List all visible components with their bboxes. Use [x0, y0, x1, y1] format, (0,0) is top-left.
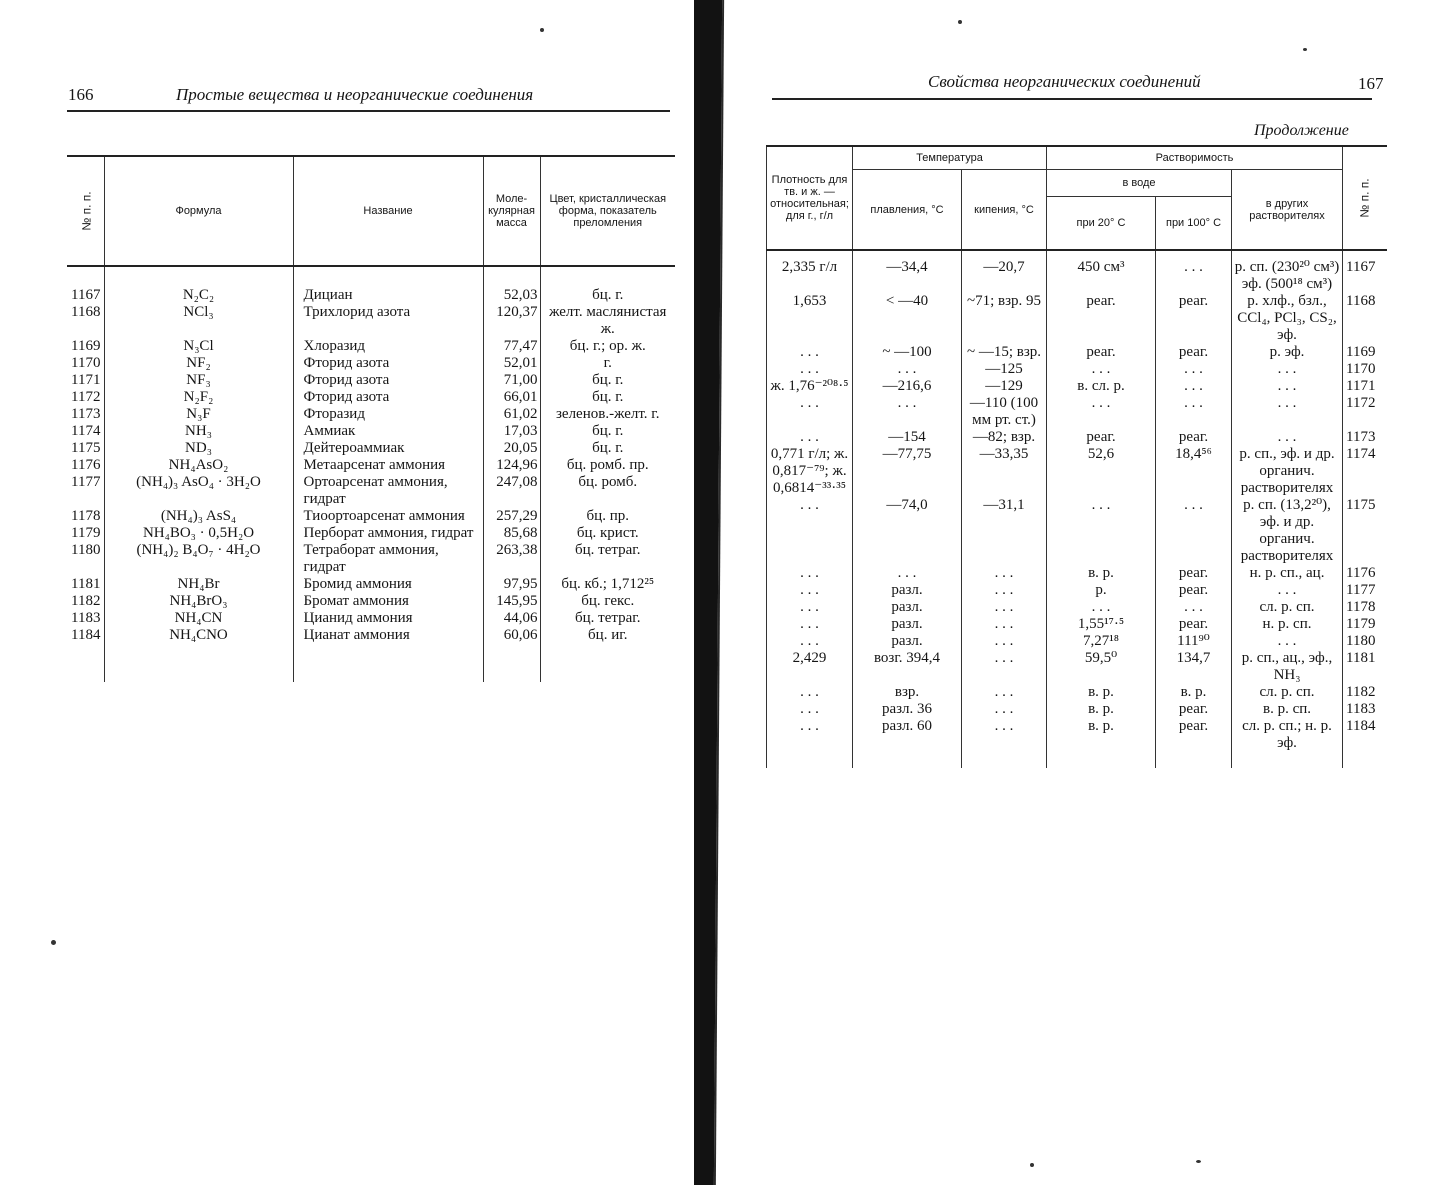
left-cell-name: Цианид аммония [293, 610, 483, 627]
right-cell-melting: разл. [853, 616, 962, 633]
right-cell-boiling: . . . [962, 616, 1047, 633]
left-cell-num: 1176 [71, 457, 101, 473]
left-cell-num: 1169 [71, 338, 101, 354]
right-cell-num: 1183 [1343, 701, 1387, 718]
table-row [767, 497, 1387, 565]
left-table-header-row [67, 156, 675, 266]
left-cell-mass: 257,29 [483, 508, 540, 525]
left-cell-name: Цианат аммония [293, 627, 483, 682]
left-cell-color: бц. крист. [540, 525, 675, 542]
right-cell-boiling: —20,7 [962, 250, 1047, 293]
scan-speck [1030, 1163, 1034, 1167]
right-header-melting: плавления, °С [853, 170, 962, 251]
continuation-label: Продолжение [1254, 122, 1349, 139]
left-cell-num: 1184 [71, 627, 101, 643]
right-cell-at100: в. р. [1156, 684, 1232, 701]
right-cell-melting: разл. 36 [853, 701, 962, 718]
right-cell-other: р. сп., ац., эф., NH₃ [1232, 650, 1343, 684]
right-cell-other: н. р. сп. [1232, 616, 1343, 633]
right-cell-num: 1171 [1343, 378, 1387, 395]
right-cell-density: 0,771 г/л; ж. 0,817⁻⁷⁹; ж. 0,6814⁻³³·³⁵ [767, 446, 853, 497]
left-header-rule [67, 110, 670, 112]
table-row [767, 582, 1387, 599]
right-header-in-water: в воде [1047, 170, 1232, 197]
right-cell-melting: взр. [853, 684, 962, 701]
right-cell-density: 2,335 г/л [767, 250, 853, 293]
table-row [67, 474, 675, 508]
table-row [67, 576, 675, 593]
right-cell-at20: р. [1047, 582, 1156, 599]
table-row [767, 344, 1387, 361]
right-cell-other: . . . [1232, 582, 1343, 599]
left-cell-formula: N₃Cl [104, 338, 293, 355]
left-cell-color: бц. пр. [540, 508, 675, 525]
right-cell-num: 1174 [1343, 446, 1387, 497]
left-cell-num: 1170 [71, 355, 101, 371]
right-cell-melting: —77,75 [853, 446, 962, 497]
left-cell-formula: NH₄CNO [104, 627, 293, 682]
right-cell-num: 1175 [1343, 497, 1387, 565]
right-cell-at100: реаг. [1156, 582, 1232, 599]
right-cell-melting: . . . [853, 565, 962, 582]
table-row [67, 266, 675, 304]
right-cell-boiling: ~71; взр. 95 [962, 293, 1047, 344]
table-row [67, 457, 675, 474]
left-cell-num: 1177 [71, 474, 101, 490]
right-cell-boiling: . . . [962, 718, 1047, 768]
left-cell-num: 1182 [71, 593, 101, 609]
scan-speck [1303, 48, 1307, 51]
left-cell-name: Дейтероаммиак [293, 440, 483, 457]
right-cell-at100: 134,7 [1156, 650, 1232, 684]
left-cell-name: Тиоортоарсенат аммония [293, 508, 483, 525]
right-cell-density: . . . [767, 344, 853, 361]
right-cell-boiling: . . . [962, 684, 1047, 701]
right-cell-melting: —154 [853, 429, 962, 446]
left-cell-mass: 263,38 [483, 542, 540, 576]
right-cell-density: ж. 1,76⁻²⁰⁸·⁵ [767, 378, 853, 395]
right-cell-at20: 52,6 [1047, 446, 1156, 497]
left-page [0, 0, 700, 1185]
left-cell-mass: 85,68 [483, 525, 540, 542]
right-cell-num: 1176 [1343, 565, 1387, 582]
right-cell-density: . . . [767, 684, 853, 701]
left-cell-formula: (NH₄)₃ AsO₄ · 3H₂O [104, 474, 293, 508]
left-cell-name: Фторид азота [293, 372, 483, 389]
scan-speck [540, 28, 544, 32]
right-cell-num: 1180 [1343, 633, 1387, 650]
right-cell-density: 1,653 [767, 293, 853, 344]
left-cell-name: Перборат аммония, гидрат [293, 525, 483, 542]
left-cell-formula: NCl₃ [104, 304, 293, 338]
right-header-temperature: Температура [853, 146, 1047, 170]
right-cell-other: р. сп. (13,2²⁰), эф. и др. органич. растворителях [1232, 497, 1343, 565]
right-cell-at20: в. р. [1047, 565, 1156, 582]
right-cell-at100: реаг. [1156, 565, 1232, 582]
right-cell-other: р. сп. (230²⁰ см³) эф. (500¹⁸ см³) [1232, 250, 1343, 293]
left-header-num: № п. п. [67, 156, 104, 266]
right-cell-boiling: —129 [962, 378, 1047, 395]
left-cell-num: 1180 [71, 542, 101, 558]
table-row [767, 701, 1387, 718]
right-cell-melting: . . . [853, 395, 962, 429]
right-cell-num: 1179 [1343, 616, 1387, 633]
right-cell-melting: разл. [853, 599, 962, 616]
right-cell-density: . . . [767, 616, 853, 633]
left-cell-mass: 145,95 [483, 593, 540, 610]
left-cell-formula: (NH₄)₂ B₄O₇ · 4H₂O [104, 542, 293, 576]
left-cell-mass: 20,05 [483, 440, 540, 457]
left-cell-color: бц. г.; ор. ж. [540, 338, 675, 355]
left-cell-name: Тетраборат аммония, гидрат [293, 542, 483, 576]
left-cell-mass: 71,00 [483, 372, 540, 389]
left-cell-name: Аммиак [293, 423, 483, 440]
right-cell-num: 1177 [1343, 582, 1387, 599]
table-row [67, 423, 675, 440]
right-cell-num: 1173 [1343, 429, 1387, 446]
right-cell-at100: 111⁹⁰ [1156, 633, 1232, 650]
table-row [67, 610, 675, 627]
table-row [67, 338, 675, 355]
right-cell-num: 1178 [1343, 599, 1387, 616]
left-cell-name: Бромид аммония [293, 576, 483, 593]
left-cell-num: 1179 [71, 525, 101, 541]
right-cell-density: . . . [767, 718, 853, 768]
right-cell-num: 1172 [1343, 395, 1387, 429]
table-row [767, 395, 1387, 429]
right-cell-boiling: ~ —15; взр. [962, 344, 1047, 361]
scan-speck [51, 940, 56, 945]
right-cell-density: . . . [767, 701, 853, 718]
left-cell-formula: NF₂ [104, 355, 293, 372]
right-cell-at20: . . . [1047, 395, 1156, 429]
right-cell-density: 2,429 [767, 650, 853, 684]
right-cell-boiling: —110 (100 мм рт. ст.) [962, 395, 1047, 429]
right-cell-at100: . . . [1156, 361, 1232, 378]
right-cell-other: . . . [1232, 633, 1343, 650]
right-cell-melting: . . . [853, 361, 962, 378]
left-cell-color: бц. тетраг. [540, 542, 675, 576]
table-row [767, 633, 1387, 650]
right-cell-at100: 18,4⁵⁶ [1156, 446, 1232, 497]
left-cell-color: бц. тетраг. [540, 610, 675, 627]
right-page-number: 167 [1358, 74, 1384, 93]
left-cell-num: 1171 [71, 372, 101, 388]
left-cell-formula: ND₃ [104, 440, 293, 457]
table-row [767, 616, 1387, 633]
right-cell-other: . . . [1232, 429, 1343, 446]
left-cell-name: Ортоарсенат аммония, гидрат [293, 474, 483, 508]
right-cell-other: сл. р. сп. [1232, 599, 1343, 616]
left-cell-color: бц. г. [540, 423, 675, 440]
right-cell-other: . . . [1232, 361, 1343, 378]
left-header-formula: Формула [104, 156, 293, 266]
right-cell-num: 1169 [1343, 344, 1387, 361]
table-row [67, 372, 675, 389]
right-cell-num: 1182 [1343, 684, 1387, 701]
left-cell-name: Фторид азота [293, 389, 483, 406]
right-header-boiling: кипения, °С [962, 170, 1047, 251]
left-cell-formula: NH₄BO₃ · 0,5H₂O [104, 525, 293, 542]
right-cell-at20: . . . [1047, 497, 1156, 565]
right-cell-melting: возг. 394,4 [853, 650, 962, 684]
left-header-mass: Моле-кулярная масса [483, 156, 540, 266]
right-cell-at20: реаг. [1047, 293, 1156, 344]
left-cell-num: 1172 [71, 389, 101, 405]
table-row [767, 446, 1387, 497]
left-cell-mass: 77,47 [483, 338, 540, 355]
left-cell-num: 1174 [71, 423, 101, 439]
left-cell-color: г. [540, 355, 675, 372]
right-cell-boiling: —125 [962, 361, 1047, 378]
left-cell-mass: 52,03 [483, 266, 540, 304]
left-cell-mass: 97,95 [483, 576, 540, 593]
right-cell-at20: . . . [1047, 599, 1156, 616]
right-cell-at20: . . . [1047, 361, 1156, 378]
right-cell-boiling: . . . [962, 633, 1047, 650]
right-cell-melting: —74,0 [853, 497, 962, 565]
right-cell-density: . . . [767, 361, 853, 378]
right-cell-at20: 59,5⁰ [1047, 650, 1156, 684]
right-cell-at100: реаг. [1156, 344, 1232, 361]
left-cell-formula: NH₄AsO₂ [104, 457, 293, 474]
left-cell-mass: 61,02 [483, 406, 540, 423]
left-cell-color: желт. маслянистая ж. [540, 304, 675, 338]
right-cell-melting: < —40 [853, 293, 962, 344]
right-cell-other: н. р. сп., ац. [1232, 565, 1343, 582]
right-header-rule [772, 98, 1372, 100]
right-cell-at100: реаг. [1156, 718, 1232, 768]
right-header-at100: при 100° С [1156, 197, 1232, 251]
table-row [67, 355, 675, 372]
left-header-name: Название [293, 156, 483, 266]
right-cell-at20: 450 см³ [1047, 250, 1156, 293]
right-cell-density: . . . [767, 395, 853, 429]
right-cell-other: в. р. сп. [1232, 701, 1343, 718]
right-header-at20: при 20° С [1047, 197, 1156, 251]
left-cell-formula: NH₄BrO₃ [104, 593, 293, 610]
right-cell-boiling: —82; взр. [962, 429, 1047, 446]
table-row [767, 429, 1387, 446]
left-cell-name: Метаарсенат аммония [293, 457, 483, 474]
right-cell-at100: . . . [1156, 395, 1232, 429]
table-row [767, 718, 1387, 768]
table-row [767, 684, 1387, 701]
right-cell-density: . . . [767, 565, 853, 582]
table-row [67, 525, 675, 542]
left-cell-color: бц. ромб. [540, 474, 675, 508]
left-cell-mass: 66,01 [483, 389, 540, 406]
right-cell-num: 1184 [1343, 718, 1387, 768]
left-cell-formula: NH₃ [104, 423, 293, 440]
left-cell-name: Бромат аммония [293, 593, 483, 610]
left-cell-formula: N₂C₂ [104, 266, 293, 304]
right-cell-boiling: . . . [962, 565, 1047, 582]
table-row [67, 406, 675, 423]
right-cell-at20: в. р. [1047, 701, 1156, 718]
left-cell-formula: NH₄Br [104, 576, 293, 593]
left-data-table [67, 155, 675, 682]
left-cell-formula: N₃F [104, 406, 293, 423]
left-cell-color: бц. гекс. [540, 593, 675, 610]
right-cell-at20: в. сл. р. [1047, 378, 1156, 395]
right-cell-other: сл. р. сп. [1232, 684, 1343, 701]
right-running-title: Свойства неорганических соединений [928, 72, 1201, 91]
right-cell-at100: реаг. [1156, 293, 1232, 344]
right-cell-boiling: —31,1 [962, 497, 1047, 565]
table-row [767, 250, 1387, 293]
left-cell-color: бц. г. [540, 266, 675, 304]
right-header-other-solvents: в других растворителях [1232, 170, 1343, 251]
right-cell-at20: реаг. [1047, 344, 1156, 361]
right-cell-other: р. эф. [1232, 344, 1343, 361]
right-cell-other: сл. р. сп.; н. р. эф. [1232, 718, 1343, 768]
left-cell-color: бц. г. [540, 440, 675, 457]
left-cell-color: бц. г. [540, 389, 675, 406]
right-cell-num: 1168 [1343, 293, 1387, 344]
right-cell-num: 1170 [1343, 361, 1387, 378]
right-cell-at100: . . . [1156, 250, 1232, 293]
table-row [67, 627, 675, 682]
right-cell-at100: реаг. [1156, 429, 1232, 446]
scan-speck [958, 20, 962, 24]
left-cell-mass: 17,03 [483, 423, 540, 440]
table-row [767, 565, 1387, 582]
right-cell-density: . . . [767, 633, 853, 650]
right-cell-at20: реаг. [1047, 429, 1156, 446]
right-cell-melting: ~ —100 [853, 344, 962, 361]
right-cell-density: . . . [767, 429, 853, 446]
right-cell-density: . . . [767, 497, 853, 565]
right-cell-melting: —34,4 [853, 250, 962, 293]
table-row [67, 304, 675, 338]
right-cell-at100: . . . [1156, 378, 1232, 395]
left-cell-formula: N₂F₂ [104, 389, 293, 406]
right-cell-density: . . . [767, 599, 853, 616]
table-row [767, 293, 1387, 344]
right-cell-melting: разл. [853, 633, 962, 650]
left-cell-mass: 124,96 [483, 457, 540, 474]
right-cell-melting: разл. [853, 582, 962, 599]
right-cell-at20: 7,27¹⁸ [1047, 633, 1156, 650]
table-row [67, 508, 675, 525]
right-cell-melting: разл. 60 [853, 718, 962, 768]
left-cell-num: 1168 [71, 304, 101, 320]
right-cell-boiling: . . . [962, 701, 1047, 718]
left-cell-color: бц. ромб. пр. [540, 457, 675, 474]
left-running-title: Простые вещества и неорганические соединения [176, 85, 534, 104]
left-cell-num: 1178 [71, 508, 101, 524]
table-row [767, 599, 1387, 616]
table-row [67, 389, 675, 406]
right-cell-boiling: —33,35 [962, 446, 1047, 497]
table-row [67, 593, 675, 610]
left-cell-num: 1181 [71, 576, 101, 592]
table-row [67, 542, 675, 576]
right-cell-at20: в. р. [1047, 684, 1156, 701]
left-header-color: Цвет, кристаллическая форма, показатель преломления [540, 156, 675, 266]
left-cell-mass: 44,06 [483, 610, 540, 627]
left-cell-mass: 120,37 [483, 304, 540, 338]
left-cell-mass: 52,01 [483, 355, 540, 372]
right-cell-at100: реаг. [1156, 616, 1232, 633]
right-cell-other: р. сп., эф. и др. органич. растворителях [1232, 446, 1343, 497]
left-cell-mass: 60,06 [483, 627, 540, 682]
left-cell-color: бц. иг. [540, 627, 675, 682]
right-data-table [766, 145, 1387, 768]
right-cell-boiling: . . . [962, 599, 1047, 616]
right-cell-at100: реаг. [1156, 701, 1232, 718]
left-cell-name: Хлоразид [293, 338, 483, 355]
right-cell-other: . . . [1232, 395, 1343, 429]
right-cell-melting: —216,6 [853, 378, 962, 395]
left-cell-name: Дициан [293, 266, 483, 304]
left-cell-num: 1173 [71, 406, 101, 422]
right-header-density: Плотность для тв. и ж. — относительная; для г., г/л [767, 146, 853, 250]
left-cell-name: Фторид азота [293, 355, 483, 372]
right-cell-density: . . . [767, 582, 853, 599]
left-cell-mass: 247,08 [483, 474, 540, 508]
right-cell-at20: в. р. [1047, 718, 1156, 768]
table-row [767, 650, 1387, 684]
right-cell-at100: . . . [1156, 599, 1232, 616]
table-row [767, 361, 1387, 378]
left-cell-formula: (NH₄)₃ AsS₄ [104, 508, 293, 525]
left-cell-num: 1167 [71, 287, 101, 303]
left-cell-color: бц. кб.; 1,712²⁵ [540, 576, 675, 593]
left-cell-name: Фторазид [293, 406, 483, 423]
right-cell-at100: . . . [1156, 497, 1232, 565]
right-cell-boiling: . . . [962, 582, 1047, 599]
table-row [67, 440, 675, 457]
right-cell-at20: 1,55¹⁷·⁵ [1047, 616, 1156, 633]
left-page-number: 166 [68, 85, 94, 104]
right-cell-other: . . . [1232, 378, 1343, 395]
left-cell-name: Трихлорид азота [293, 304, 483, 338]
right-cell-num: 1181 [1343, 650, 1387, 684]
right-header-num: № п. п. [1343, 146, 1387, 250]
left-cell-color: бц. г. [540, 372, 675, 389]
right-cell-other: р. хлф., бзл., CCl₄, PCl₃, CS₂, эф. [1232, 293, 1343, 344]
right-header-solubility: Растворимость [1047, 146, 1343, 170]
left-cell-formula: NH₄CN [104, 610, 293, 627]
left-cell-num: 1175 [71, 440, 101, 456]
left-cell-color: зеленов.-желт. г. [540, 406, 675, 423]
left-cell-formula: NF₃ [104, 372, 293, 389]
scan-speck [1196, 1160, 1201, 1163]
right-cell-boiling: . . . [962, 650, 1047, 684]
left-cell-num: 1183 [71, 610, 101, 626]
right-cell-num: 1167 [1343, 250, 1387, 293]
table-row [767, 378, 1387, 395]
